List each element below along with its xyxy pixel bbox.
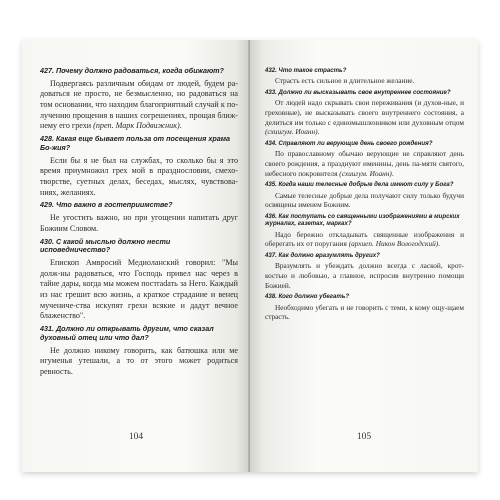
question-heading: 438. Кого должно убегать? bbox=[265, 293, 350, 301]
source-reference: (схиигум. Иоанн) bbox=[339, 168, 392, 178]
question-heading: 429. Что важно в гостеприимстве? bbox=[40, 200, 173, 210]
question-heading: 428. Какая еще бывает польза от посещения храма Бо-жия? bbox=[40, 134, 231, 152]
answer-paragraph: Если бы я не был на службах, то сколько бы я это время приумножил грех мой в празднословии, смехо-творстве, суетных делах, беседах, мыслях, чувствова-ниях, желаниях. bbox=[40, 155, 238, 197]
answer-text: От людей надо скрывать свои переживания (и духов-ные, и греховные), не высказывать своего внутреннего состояния, а делиться им только с единомышленником или духовным отцом bbox=[265, 98, 464, 127]
answer-tail: . bbox=[179, 121, 182, 131]
answer-paragraph bbox=[265, 98, 464, 137]
question-heading: 434. Справляют ли верующие день своего рождения? bbox=[265, 139, 433, 147]
answer-tail: . bbox=[438, 239, 440, 249]
question-heading: 432. Что такое страсть? bbox=[265, 67, 347, 74]
answer-text: По православному обычаю верующие не справляют день своего рождения, а празднуют именины, день па-мяти святого, небесного покровителя bbox=[265, 149, 464, 178]
answer-paragraph: Необходимо убегать и не говорить с теми, к кому ощу-щаем страсть. bbox=[265, 302, 464, 322]
left-page-content bbox=[40, 67, 238, 378]
question-heading: 433. Должно ли высказывать свое внутреннее состояние? bbox=[265, 89, 451, 97]
question-heading: 430. С какой мыслью должно нести исповедничество? bbox=[40, 236, 171, 255]
right-page bbox=[250, 40, 478, 472]
answer-paragraph: Страсть есть сильное и длительное желание. bbox=[275, 76, 415, 86]
left-page-number: 104 bbox=[128, 432, 144, 442]
question-heading: 431. Должно ли открывать другим, что сказал духовный отец или что дал? bbox=[40, 324, 214, 342]
answer-tail: . bbox=[317, 127, 320, 137]
answer-paragraph bbox=[265, 230, 464, 249]
left-page bbox=[22, 40, 250, 472]
question-heading: 436. Как поступать со священными изображениями в мирских журналах, газетах, марках? bbox=[265, 212, 460, 228]
answer-tail: . bbox=[391, 168, 394, 178]
right-page-content bbox=[265, 67, 464, 322]
answer-paragraph bbox=[265, 149, 464, 178]
question-heading: 437. Как должно вразумлять других? bbox=[265, 252, 380, 260]
answer-paragraph: Не должно никому говорить, как батюшка или ме игуменья утешали, а то от этого может родиться ревность. bbox=[40, 345, 238, 377]
answer-paragraph: Вразумлять и убеждать должно всегда с лаской, крот-костью и любовью, а главное, испросив внутренно помощи Божией. bbox=[265, 261, 464, 290]
source-reference: (преп. Марк Подвижник) bbox=[93, 121, 180, 131]
open-book bbox=[22, 40, 478, 472]
question-heading: 427. Почему должно радоваться, когда обижают? bbox=[40, 66, 224, 75]
question-heading: 435. Когда наши телесные добрые дела имеют силу у Бога? bbox=[265, 181, 454, 189]
answer-text: Надо бережно откладывать священные изображения и оберегать их от поругания bbox=[265, 229, 464, 249]
answer-paragraph: Епископ Амвросий Медиоланский говорил: "Мы долж-ны радоваться, что Господь привел нас через в тайне дары, когда мы можем постradать за Него. Каждый из нас грешит всю жизнь, а краткое страдание и венец мучениче-ства искупят грехи всякие и дадут вечное блаженство". bbox=[40, 258, 238, 321]
right-page-number: 105 bbox=[356, 432, 372, 442]
answer-paragraph: Самые телесные добрые дела получают силу только будучи освящены именем Божиим. bbox=[265, 190, 464, 210]
source-reference: (архиеп. Никон Вологодский) bbox=[348, 239, 439, 249]
answer-text: Подвергаясь различным обидам от людей, будем ра-доваться не просто, не безмысленно, но радоваться на том основании, что находим благоприятный случай к по-лучению прощения в наших согрешениях, прощая ближ-нему его грехи bbox=[40, 78, 238, 131]
answer-paragraph bbox=[40, 79, 238, 132]
source-reference: (схиигум. Иоанн) bbox=[265, 127, 318, 137]
answer-paragraph: Не угостить важно, но при угощении напитать друг Божиим Словом. bbox=[40, 213, 238, 233]
